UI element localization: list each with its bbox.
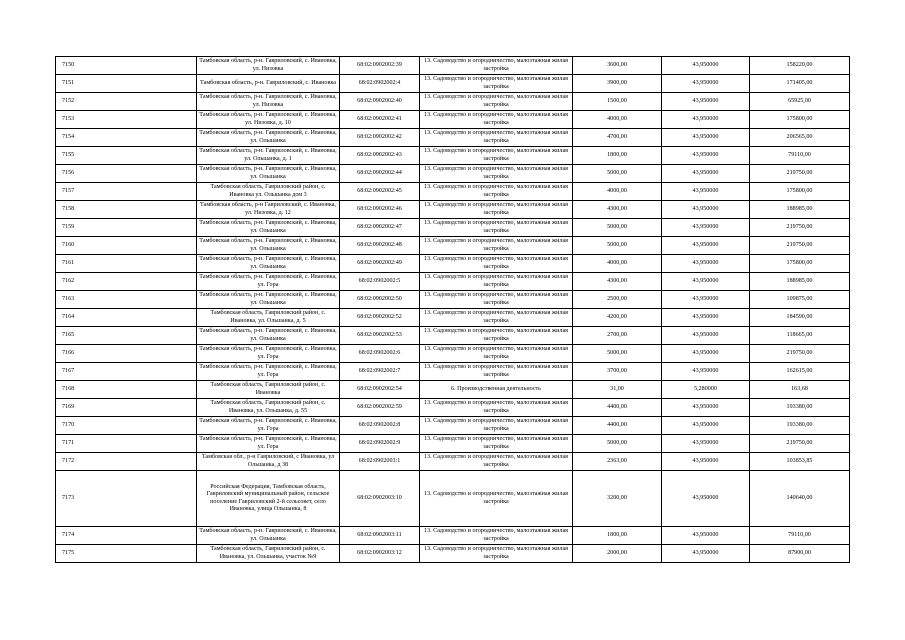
table-row xyxy=(56,435,850,453)
cadastral-number-cell: 68:02:0902003:10 xyxy=(340,471,420,527)
cadastral-number-cell: 68:02:0902002:9 xyxy=(340,435,420,453)
row-number: 7161 xyxy=(56,255,197,273)
table-row xyxy=(56,237,850,255)
area-cell: 4300,00 xyxy=(573,273,662,291)
area-cell: 4300,00 xyxy=(573,201,662,219)
specific-value-cell: 43,950000 xyxy=(662,237,750,255)
cadastral-value-cell: 175800,00 xyxy=(750,255,850,273)
land-use-cell: 6. Производственная деятельность xyxy=(420,381,573,399)
address-cell: Тамбовская область, р-н. Гавриловский, с. Ивановка, ул. Гора xyxy=(197,345,340,363)
cadastral-number-cell: 68:02:0902002:54 xyxy=(340,381,420,399)
address-cell: Тамбовская область, Гавриловский район, с. Ивановка, ул. Ольшанка, д. 55 xyxy=(197,399,340,417)
area-cell: 3900,00 xyxy=(573,75,662,93)
specific-value-cell: 43,950000 xyxy=(662,183,750,201)
cadastral-value-cell: 219750,00 xyxy=(750,435,850,453)
row-number: 7154 xyxy=(56,129,197,147)
address-cell: Тамбовская обл., р-н Гавриловский, с Ивановка, ул Ольшанка, д 38 xyxy=(197,453,340,471)
row-number: 7164 xyxy=(56,309,197,327)
table-row xyxy=(56,545,850,563)
land-use-cell: 13. Садоводство и огородничество, малоэтажная жилая застройка xyxy=(420,165,573,183)
specific-value-cell: 43,950000 xyxy=(662,327,750,345)
land-use-cell: 13. Садоводство и огородничество, малоэтажная жилая застройка xyxy=(420,201,573,219)
cadastral-value-cell: 184590,00 xyxy=(750,309,850,327)
address-cell: Тамбовская область, р-н. Гавриловский, с. Ивановка, ул. Гора xyxy=(197,273,340,291)
cadastral-value-cell: 79110,00 xyxy=(750,147,850,165)
cadastral-number-cell: 68:02:0902002:59 xyxy=(340,399,420,417)
address-cell: Тамбовская область, р-н. Гавриловский, с. Ивановка, ул. Гора xyxy=(197,435,340,453)
address-cell: Тамбовская область, р-н. Гавриловский, с. Ивановка, ул. Ольшанка xyxy=(197,165,340,183)
cadastral-value-table xyxy=(55,56,850,563)
land-use-cell: 13. Садоводство и огородничество, малоэтажная жилая застройка xyxy=(420,309,573,327)
cadastral-value-cell: 158220,00 xyxy=(750,57,850,75)
table-row xyxy=(56,453,850,471)
specific-value-cell: 43,950000 xyxy=(662,435,750,453)
area-cell: 5000,00 xyxy=(573,237,662,255)
land-use-cell: 13. Садоводство и огородничество, малоэтажная жилая застройка xyxy=(420,399,573,417)
cadastral-number-cell: 68:02:0902002:41 xyxy=(340,111,420,129)
area-cell: 2700,00 xyxy=(573,327,662,345)
cadastral-value-cell: 140640,00 xyxy=(750,471,850,527)
area-cell: 4400,00 xyxy=(573,417,662,435)
table-row xyxy=(56,471,850,527)
row-number: 7173 xyxy=(56,471,197,527)
cadastral-value-cell: 109875,00 xyxy=(750,291,850,309)
area-cell: 2000,00 xyxy=(573,545,662,563)
area-cell: 4000,00 xyxy=(573,255,662,273)
area-cell: 4000,00 xyxy=(573,183,662,201)
row-number: 7151 xyxy=(56,75,197,93)
area-cell: 3600,00 xyxy=(573,57,662,75)
land-use-cell: 13. Садоводство и огородничество, малоэтажная жилая застройка xyxy=(420,219,573,237)
land-use-cell: 13. Садоводство и огородничество, малоэтажная жилая застройка xyxy=(420,417,573,435)
area-cell: 5000,00 xyxy=(573,165,662,183)
address-cell: Тамбовская область, р-н. Гавриловский, с. Ивановка, ул. Низовка xyxy=(197,57,340,75)
land-use-cell: 13. Садоводство и огородничество, малоэтажная жилая застройка xyxy=(420,111,573,129)
cadastral-number-cell: 68:02:0902002:8 xyxy=(340,417,420,435)
area-cell: 4700,00 xyxy=(573,129,662,147)
table-row xyxy=(56,381,850,399)
cadastral-value-cell: 219750,00 xyxy=(750,345,850,363)
address-cell: Тамбовская область, р-н. Гавриловский, с. Ивановка, ул. Ольшанка xyxy=(197,255,340,273)
cadastral-number-cell: 68:02:0902002:45 xyxy=(340,183,420,201)
specific-value-cell: 43,950000 xyxy=(662,219,750,237)
specific-value-cell: 43,950000 xyxy=(662,273,750,291)
area-cell: 4000,00 xyxy=(573,111,662,129)
area-cell: 3700,00 xyxy=(573,363,662,381)
table-row xyxy=(56,183,850,201)
area-cell: 5000,00 xyxy=(573,345,662,363)
cadastral-value-cell: 219750,00 xyxy=(750,165,850,183)
land-use-cell: 13. Садоводство и огородничество, малоэтажная жилая застройка xyxy=(420,129,573,147)
table-row xyxy=(56,345,850,363)
table-row xyxy=(56,93,850,111)
cadastral-number-cell: 68:02:0902002:47 xyxy=(340,219,420,237)
row-number: 7171 xyxy=(56,435,197,453)
area-cell: 31,00 xyxy=(573,381,662,399)
land-use-cell: 13. Садоводство и огородничество, малоэтажная жилая застройка xyxy=(420,273,573,291)
row-number: 7166 xyxy=(56,345,197,363)
address-cell: Тамбовская область, Гавриловский район, с. Ивановка, ул. Ольшанка, д. 5 xyxy=(197,309,340,327)
specific-value-cell: 43,950000 xyxy=(662,93,750,111)
specific-value-cell: 43,950000 xyxy=(662,129,750,147)
row-number: 7167 xyxy=(56,363,197,381)
specific-value-cell: 43,950000 xyxy=(662,453,750,471)
row-number: 7175 xyxy=(56,545,197,563)
address-cell: Тамбовская область, р-н. Гавриловский, с. Ивановка, ул. Ольшанка xyxy=(197,527,340,545)
address-cell: Тамбовская область, р-н. Гавриловский, с. Ивановка, ул. Ольшанка xyxy=(197,327,340,345)
cadastral-value-cell: 206565,00 xyxy=(750,129,850,147)
address-cell: Тамбовская область, Гавриловский район, с. Ивановка xyxy=(197,381,340,399)
address-cell: Российская Федерация, Тамбовская область, Гавриловский муниципальный район, сельское поселение Гавриловский 2-й сельсовет, село Ивановка, улица Ольшанка, 8 xyxy=(197,471,340,527)
cadastral-value-cell: 175800,00 xyxy=(750,111,850,129)
cadastral-value-cell: 175800,00 xyxy=(750,183,850,201)
cadastral-value-cell: 219750,00 xyxy=(750,237,850,255)
address-cell: Тамбовская область, р-н. Гавриловский, с. Ивановка, ул. Ольшанка xyxy=(197,291,340,309)
cadastral-value-cell: 162615,00 xyxy=(750,363,850,381)
specific-value-cell: 5,280000 xyxy=(662,381,750,399)
row-number: 7168 xyxy=(56,381,197,399)
specific-value-cell: 43,950000 xyxy=(662,363,750,381)
table-row xyxy=(56,527,850,545)
address-cell: Тамбовская область, р-н. Гавриловский, с. Ивановка, ул. Ольшанка xyxy=(197,219,340,237)
land-use-cell: 13. Садоводство и огородничество, малоэтажная жилая застройка xyxy=(420,237,573,255)
cadastral-number-cell: 68:02:0902002:49 xyxy=(340,255,420,273)
row-number: 7174 xyxy=(56,527,197,545)
row-number: 7155 xyxy=(56,147,197,165)
land-use-cell: 13. Садоводство и огородничество, малоэтажная жилая застройка xyxy=(420,453,573,471)
land-use-cell: 13. Садоводство и огородничество, малоэтажная жилая застройка xyxy=(420,363,573,381)
land-use-cell: 13. Садоводство и огородничество, малоэтажная жилая застройка xyxy=(420,75,573,93)
table-row xyxy=(56,309,850,327)
row-number: 7172 xyxy=(56,453,197,471)
cadastral-value-cell: 103853,85 xyxy=(750,453,850,471)
row-number: 7157 xyxy=(56,183,197,201)
land-use-cell: 13. Садоводство и огородничество, малоэтажная жилая застройка xyxy=(420,435,573,453)
specific-value-cell: 43,950000 xyxy=(662,527,750,545)
row-number: 7165 xyxy=(56,327,197,345)
address-cell: Тамбовская область, р-н. Гавриловский, с. Ивановка, ул. Ольшанка xyxy=(197,129,340,147)
area-cell: 2363,00 xyxy=(573,453,662,471)
specific-value-cell: 43,950000 xyxy=(662,147,750,165)
land-use-cell: 13. Садоводство и огородничество, малоэтажная жилая застройка xyxy=(420,291,573,309)
cadastral-value-cell: 163,68 xyxy=(750,381,850,399)
specific-value-cell: 43,950000 xyxy=(662,57,750,75)
row-number: 7153 xyxy=(56,111,197,129)
address-cell: Тамбовская область, Гавриловский район, с. Ивановка, ул. Ольшанка, участок №9 xyxy=(197,545,340,563)
area-cell: 2500,00 xyxy=(573,291,662,309)
row-number: 7160 xyxy=(56,237,197,255)
cadastral-number-cell: 68:02:0902002:43 xyxy=(340,147,420,165)
specific-value-cell: 43,950000 xyxy=(662,291,750,309)
address-cell: Тамбовская область, р-н. Гавриловский, с. Ивановка, ул. Гора xyxy=(197,363,340,381)
row-number: 7162 xyxy=(56,273,197,291)
table-row xyxy=(56,165,850,183)
specific-value-cell: 43,950000 xyxy=(662,309,750,327)
area-cell: 1500,00 xyxy=(573,93,662,111)
specific-value-cell: 43,950000 xyxy=(662,75,750,93)
row-number: 7158 xyxy=(56,201,197,219)
address-cell: Тамбовская область, р-н. Гавриловский, с. Ивановка, ул. Ольшанка xyxy=(197,237,340,255)
specific-value-cell: 43,950000 xyxy=(662,417,750,435)
table-row xyxy=(56,201,850,219)
address-cell: Тамбовская область, р-н. Гавриловский, с. Ивановка xyxy=(197,75,340,93)
land-use-cell: 13. Садоводство и огородничество, малоэтажная жилая застройка xyxy=(420,471,573,527)
cadastral-number-cell: 68:02:0902002:7 xyxy=(340,363,420,381)
row-number: 7159 xyxy=(56,219,197,237)
row-number: 7170 xyxy=(56,417,197,435)
cadastral-value-cell: 188985,00 xyxy=(750,273,850,291)
table-row xyxy=(56,57,850,75)
specific-value-cell: 43,950000 xyxy=(662,111,750,129)
area-cell: 5000,00 xyxy=(573,435,662,453)
row-number: 7150 xyxy=(56,57,197,75)
specific-value-cell: 43,950000 xyxy=(662,545,750,563)
land-use-cell: 13. Садоводство и огородничество, малоэтажная жилая застройка xyxy=(420,527,573,545)
cadastral-number-cell: 68:02:0902003:11 xyxy=(340,527,420,545)
area-cell: 3200,00 xyxy=(573,471,662,527)
table-row xyxy=(56,75,850,93)
cadastral-value-cell: 219750,00 xyxy=(750,219,850,237)
cadastral-value-cell: 87900,00 xyxy=(750,545,850,563)
row-number: 7152 xyxy=(56,93,197,111)
address-cell: Тамбовская область, Гавриловский район, с. Ивановка ул. Ольшанка дом 3 xyxy=(197,183,340,201)
cadastral-value-cell: 193380,00 xyxy=(750,417,850,435)
table-row xyxy=(56,399,850,417)
cadastral-number-cell: 68:02:0902003:12 xyxy=(340,545,420,563)
cadastral-number-cell: 68:02:0902002:53 xyxy=(340,327,420,345)
table-row xyxy=(56,255,850,273)
specific-value-cell: 43,950000 xyxy=(662,165,750,183)
land-use-cell: 13. Садоводство и огородничество, малоэтажная жилая застройка xyxy=(420,183,573,201)
cadastral-value-cell: 65925,00 xyxy=(750,93,850,111)
specific-value-cell: 43,950000 xyxy=(662,471,750,527)
area-cell: 4400,00 xyxy=(573,399,662,417)
land-use-cell: 13. Садоводство и огородничество, малоэтажная жилая застройка xyxy=(420,57,573,75)
cadastral-number-cell: 68:02:0902002:39 xyxy=(340,57,420,75)
cadastral-number-cell: 68:02:0902002:48 xyxy=(340,237,420,255)
address-cell: Тамбовская область, р-н. Гавриловский, с. Ивановка, ул. Гора xyxy=(197,417,340,435)
table-row xyxy=(56,291,850,309)
specific-value-cell: 43,950000 xyxy=(662,255,750,273)
cadastral-number-cell: 68:02:0902002:6 xyxy=(340,345,420,363)
specific-value-cell: 43,950000 xyxy=(662,345,750,363)
area-cell: 4200,00 xyxy=(573,309,662,327)
table-body xyxy=(56,57,850,563)
specific-value-cell: 43,950000 xyxy=(662,201,750,219)
table-row xyxy=(56,219,850,237)
land-use-cell: 13. Садоводство и огородничество, малоэтажная жилая застройка xyxy=(420,147,573,165)
land-use-cell: 13. Садоводство и огородничество, малоэтажная жилая застройка xyxy=(420,93,573,111)
table-row xyxy=(56,417,850,435)
cadastral-number-cell: 68:02:0902002:46 xyxy=(340,201,420,219)
table-row xyxy=(56,129,850,147)
area-cell: 1800,00 xyxy=(573,147,662,165)
cadastral-number-cell: 68:02:0902002:52 xyxy=(340,309,420,327)
land-use-cell: 13. Садоводство и огородничество, малоэтажная жилая застройка xyxy=(420,327,573,345)
cadastral-number-cell: 68:02:0902002:4 xyxy=(340,75,420,93)
address-cell: Тамбовская область, р-н. Гавриловский, с. Ивановка, ул. Ольшанка, д. 1 xyxy=(197,147,340,165)
land-use-cell: 13. Садоводство и огородничество, малоэтажная жилая застройка xyxy=(420,255,573,273)
cadastral-number-cell: 68:02:0902002:44 xyxy=(340,165,420,183)
cadastral-number-cell: 68:02:0902003:1 xyxy=(340,453,420,471)
specific-value-cell: 43,950000 xyxy=(662,399,750,417)
row-number: 7156 xyxy=(56,165,197,183)
row-number: 7163 xyxy=(56,291,197,309)
address-cell: Тамбовская область, р-н. Гавриловский, с. Ивановка, ул. Низовка xyxy=(197,93,340,111)
cadastral-value-cell: 193380,00 xyxy=(750,399,850,417)
cadastral-number-cell: 68:02:0902002:42 xyxy=(340,129,420,147)
cadastral-number-cell: 68:02:0902002:5 xyxy=(340,273,420,291)
cadastral-number-cell: 68:02:0902002:50 xyxy=(340,291,420,309)
cadastral-value-cell: 79110,00 xyxy=(750,527,850,545)
cadastral-value-cell: 118665,00 xyxy=(750,327,850,345)
area-cell: 1800,00 xyxy=(573,527,662,545)
cadastral-value-cell: 188985,00 xyxy=(750,201,850,219)
table-row xyxy=(56,273,850,291)
cadastral-number-cell: 68:02:0902002:40 xyxy=(340,93,420,111)
table-row xyxy=(56,363,850,381)
land-use-cell: 13. Садоводство и огородничество, малоэтажная жилая застройка xyxy=(420,345,573,363)
land-use-cell: 13. Садоводство и огородничество, малоэтажная жилая застройка xyxy=(420,545,573,563)
table-row xyxy=(56,327,850,345)
table-row xyxy=(56,147,850,165)
table-row xyxy=(56,111,850,129)
area-cell: 5000,00 xyxy=(573,219,662,237)
row-number: 7169 xyxy=(56,399,197,417)
address-cell: Тамбовская область, р-н Гавриловский, с. Ивановка, ул. Низовка, д. 12 xyxy=(197,201,340,219)
address-cell: Тамбовская область, р-н. Гавриловский, с. Ивановка, ул. Низовка, д. 10 xyxy=(197,111,340,129)
cadastral-value-cell: 171405,00 xyxy=(750,75,850,93)
